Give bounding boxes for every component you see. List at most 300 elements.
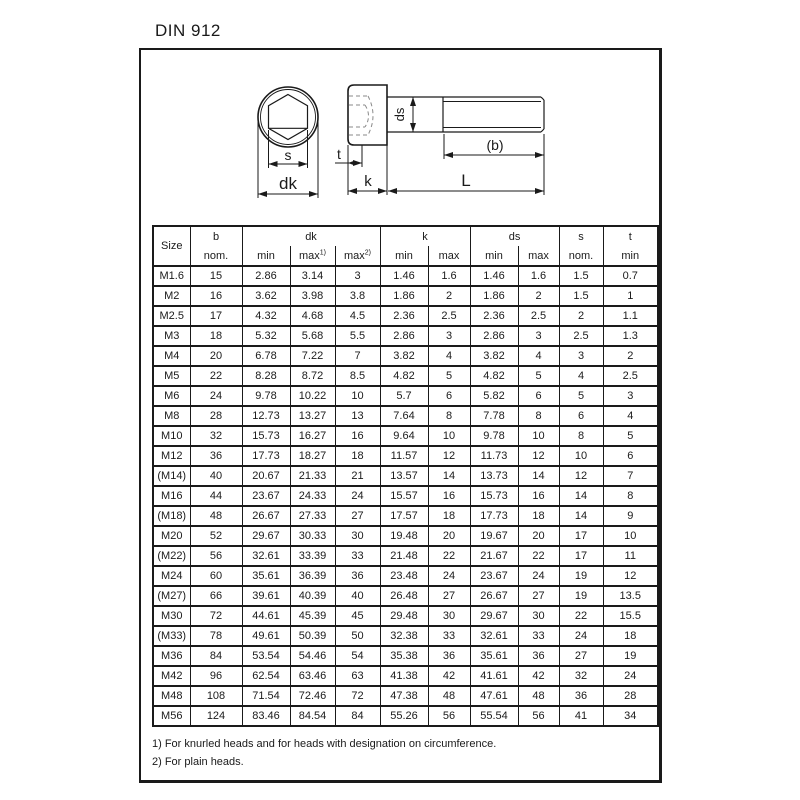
- table-cell: 12: [518, 446, 559, 466]
- table-cell: 52: [190, 526, 242, 546]
- table-cell: 4: [518, 346, 559, 366]
- table-cell: 83.46: [242, 706, 290, 726]
- table-cell: 27: [335, 506, 380, 526]
- table-cell: 8: [603, 486, 658, 506]
- table-cell: 5.82: [470, 386, 518, 406]
- table-cell: 71.54: [242, 686, 290, 706]
- table-cell: (M27): [153, 586, 190, 606]
- table-row: [153, 706, 658, 726]
- table-cell: 8: [559, 426, 603, 446]
- table-cell: 56: [518, 706, 559, 726]
- table-cell: 36: [428, 646, 470, 666]
- table-cell: 36: [518, 646, 559, 666]
- table-cell: 2: [518, 286, 559, 306]
- table-cell: 24: [603, 666, 658, 686]
- table-cell: 1.5: [559, 266, 603, 286]
- table-cell: 60: [190, 566, 242, 586]
- table-cell: 40.39: [290, 586, 335, 606]
- table-cell: 45: [335, 606, 380, 626]
- dimension-label-dk: dk: [279, 174, 297, 193]
- hidden-socket-lines: [349, 96, 373, 135]
- table-cell: M2.5: [153, 306, 190, 326]
- table-row: [153, 586, 658, 606]
- table-cell: 7.78: [470, 406, 518, 426]
- table-cell: 11: [603, 546, 658, 566]
- table-cell: M20: [153, 526, 190, 546]
- table-cell: M8: [153, 406, 190, 426]
- table-cell: 8: [518, 406, 559, 426]
- table-cell: 24: [428, 566, 470, 586]
- table-cell: 4.32: [242, 306, 290, 326]
- table-cell: 28: [603, 686, 658, 706]
- table-cell: M4: [153, 346, 190, 366]
- table-cell: 9.64: [380, 426, 428, 446]
- table-cell: 6: [559, 406, 603, 426]
- table-cell: M16: [153, 486, 190, 506]
- table-cell: 56: [428, 706, 470, 726]
- table-cell: 20.67: [242, 466, 290, 486]
- table-cell: 23.67: [470, 566, 518, 586]
- table-cell: 17: [190, 306, 242, 326]
- table-cell: 2.5: [603, 366, 658, 386]
- table-cell: 3.82: [380, 346, 428, 366]
- header-k-min: min: [380, 246, 428, 266]
- table-cell: 48: [190, 506, 242, 526]
- table-cell: M6: [153, 386, 190, 406]
- table-cell: 2: [428, 286, 470, 306]
- header-label: max: [298, 249, 320, 262]
- table-cell: 19: [559, 566, 603, 586]
- table-cell: 20: [190, 346, 242, 366]
- table-row: [153, 346, 658, 366]
- table-cell: 6.78: [242, 346, 290, 366]
- table-cell: 14: [428, 466, 470, 486]
- table-cell: 4.68: [290, 306, 335, 326]
- table-cell: 7.64: [380, 406, 428, 426]
- header-k: k: [380, 226, 470, 246]
- header-s: s: [559, 226, 603, 246]
- table-cell: 16.27: [290, 426, 335, 446]
- table-cell: 84.54: [290, 706, 335, 726]
- table-cell: 18: [603, 626, 658, 646]
- table-cell: 3.8: [335, 286, 380, 306]
- dimension-label-b: (b): [486, 137, 504, 153]
- table-cell: 30.33: [290, 526, 335, 546]
- table-cell: 13.57: [380, 466, 428, 486]
- table-cell: M48: [153, 686, 190, 706]
- table-cell: M10: [153, 426, 190, 446]
- side-view: [335, 85, 544, 195]
- footnote-2: 2) For plain heads.: [152, 756, 244, 768]
- table-cell: 29.67: [470, 606, 518, 626]
- table-cell: 72: [335, 686, 380, 706]
- table-row: [153, 366, 658, 386]
- table-cell: 16: [428, 486, 470, 506]
- table-cell: 2: [603, 346, 658, 366]
- table-cell: 35.38: [380, 646, 428, 666]
- footnote-1: 1) For knurled heads and for heads with designation on circumference.: [152, 738, 497, 750]
- technical-drawing: [141, 50, 659, 222]
- table-row: [153, 666, 658, 686]
- header-k-max: max: [428, 246, 470, 266]
- table-cell: 47.61: [470, 686, 518, 706]
- table-cell: 28: [190, 406, 242, 426]
- table-cell: (M14): [153, 466, 190, 486]
- table-cell: 22: [559, 606, 603, 626]
- table-cell: 1.46: [380, 266, 428, 286]
- table-cell: 15.73: [470, 486, 518, 506]
- header-ds-min: min: [470, 246, 518, 266]
- table-cell: 96: [190, 666, 242, 686]
- header-ds: ds: [470, 226, 559, 246]
- table-cell: 24: [518, 566, 559, 586]
- table-cell: 10: [518, 426, 559, 446]
- table-cell: 2.36: [380, 306, 428, 326]
- threaded-section: [443, 97, 544, 132]
- table-cell: 4.82: [470, 366, 518, 386]
- table-cell: 30: [518, 606, 559, 626]
- table-cell: 49.61: [242, 626, 290, 646]
- table-cell: 32: [190, 426, 242, 446]
- table-cell: 1.46: [470, 266, 518, 286]
- table-cell: 3.62: [242, 286, 290, 306]
- table-cell: 19: [559, 586, 603, 606]
- table-cell: 53.54: [242, 646, 290, 666]
- table-cell: 35.61: [242, 566, 290, 586]
- table-cell: 11.73: [470, 446, 518, 466]
- header-b: b: [190, 226, 242, 246]
- table-cell: 66: [190, 586, 242, 606]
- table-cell: 2.5: [518, 306, 559, 326]
- header-dk-max2: [335, 246, 380, 266]
- table-cell: 2.86: [242, 266, 290, 286]
- table-cell: 62.54: [242, 666, 290, 686]
- table-cell: M36: [153, 646, 190, 666]
- table-cell: 54: [335, 646, 380, 666]
- table-cell: 33: [428, 626, 470, 646]
- table-cell: 44: [190, 486, 242, 506]
- table-cell: 72.46: [290, 686, 335, 706]
- table-cell: 36: [335, 566, 380, 586]
- table-cell: 13.73: [470, 466, 518, 486]
- table-cell: 21.67: [470, 546, 518, 566]
- table-row: [153, 686, 658, 706]
- table-cell: 27: [518, 586, 559, 606]
- table-cell: 3: [603, 386, 658, 406]
- table-cell: 10: [428, 426, 470, 446]
- table-cell: 44.61: [242, 606, 290, 626]
- table-row: [153, 466, 658, 486]
- table-cell: 3.98: [290, 286, 335, 306]
- table-cell: 3.14: [290, 266, 335, 286]
- table-cell: 22: [428, 546, 470, 566]
- table-cell: 18.27: [290, 446, 335, 466]
- table-cell: 41.38: [380, 666, 428, 686]
- table-cell: 19: [603, 646, 658, 666]
- table-cell: 35.61: [470, 646, 518, 666]
- table-cell: 7.22: [290, 346, 335, 366]
- table-cell: M12: [153, 446, 190, 466]
- table-row: [153, 406, 658, 426]
- table-row: [153, 446, 658, 466]
- table-cell: M24: [153, 566, 190, 586]
- table-cell: 8: [428, 406, 470, 426]
- table-cell: 32.38: [380, 626, 428, 646]
- table-cell: 10.22: [290, 386, 335, 406]
- table-cell: (M22): [153, 546, 190, 566]
- table-cell: 15.57: [380, 486, 428, 506]
- table-cell: 33.39: [290, 546, 335, 566]
- table-cell: M56: [153, 706, 190, 726]
- table-cell: 42: [428, 666, 470, 686]
- table-cell: 10: [335, 386, 380, 406]
- table-cell: 5: [603, 426, 658, 446]
- table-cell: 21.33: [290, 466, 335, 486]
- table-cell: 10: [559, 446, 603, 466]
- table-cell: 2.86: [470, 326, 518, 346]
- table-cell: 32.61: [470, 626, 518, 646]
- table-cell: 4: [603, 406, 658, 426]
- table-cell: 45.39: [290, 606, 335, 626]
- table-row: [153, 326, 658, 346]
- table-cell: 14: [518, 466, 559, 486]
- table-cell: 6: [518, 386, 559, 406]
- table-row: [153, 486, 658, 506]
- table-cell: 16: [190, 286, 242, 306]
- table-cell: 1: [603, 286, 658, 306]
- table-cell: 1.6: [428, 266, 470, 286]
- table-cell: 3: [428, 326, 470, 346]
- table-header-groups-row: [153, 226, 658, 246]
- header-dk-min: min: [242, 246, 290, 266]
- table-cell: 27: [428, 586, 470, 606]
- table-cell: (M18): [153, 506, 190, 526]
- table-cell: 55.54: [470, 706, 518, 726]
- table-cell: 17: [559, 526, 603, 546]
- table-cell: 5.68: [290, 326, 335, 346]
- table-cell: 36.39: [290, 566, 335, 586]
- table-row: [153, 526, 658, 546]
- table-cell: 9.78: [242, 386, 290, 406]
- header-dk: dk: [242, 226, 380, 246]
- table-cell: 3: [518, 326, 559, 346]
- table-cell: M1.6: [153, 266, 190, 286]
- table-cell: 6: [603, 446, 658, 466]
- table-cell: 48: [428, 686, 470, 706]
- table-cell: 33: [335, 546, 380, 566]
- table-cell: 4: [559, 366, 603, 386]
- table-cell: 12: [559, 466, 603, 486]
- table-cell: 9.78: [470, 426, 518, 446]
- table-cell: 17: [559, 546, 603, 566]
- table-row: [153, 626, 658, 646]
- table-cell: 13: [335, 406, 380, 426]
- table-cell: M3: [153, 326, 190, 346]
- table-cell: M30: [153, 606, 190, 626]
- table-cell: 5: [559, 386, 603, 406]
- table-cell: 10: [603, 526, 658, 546]
- table-cell: 13.27: [290, 406, 335, 426]
- table-cell: M2: [153, 286, 190, 306]
- table-cell: 54.46: [290, 646, 335, 666]
- content-frame: [139, 48, 662, 783]
- table-row: [153, 546, 658, 566]
- table-cell: 41: [559, 706, 603, 726]
- table-cell: 22: [190, 366, 242, 386]
- table-cell: 8.72: [290, 366, 335, 386]
- table-cell: 40: [190, 466, 242, 486]
- table-cell: 48: [518, 686, 559, 706]
- table-cell: 2.86: [380, 326, 428, 346]
- dimension-label-ds: ds: [392, 107, 407, 122]
- table-cell: (M33): [153, 626, 190, 646]
- table-cell: 55.26: [380, 706, 428, 726]
- table-cell: 8.28: [242, 366, 290, 386]
- table-cell: 4: [428, 346, 470, 366]
- header-ds-max: max: [518, 246, 559, 266]
- table-cell: 24.33: [290, 486, 335, 506]
- table-cell: 40: [335, 586, 380, 606]
- table-cell: 18: [518, 506, 559, 526]
- table-cell: 5.7: [380, 386, 428, 406]
- table-cell: 5: [428, 366, 470, 386]
- table-cell: 3: [559, 346, 603, 366]
- table-cell: 72: [190, 606, 242, 626]
- table-cell: 16: [518, 486, 559, 506]
- table-cell: 78: [190, 626, 242, 646]
- table-cell: 5.32: [242, 326, 290, 346]
- header-label: max: [344, 249, 365, 262]
- table-cell: 36: [190, 446, 242, 466]
- table-cell: 8.5: [335, 366, 380, 386]
- table-cell: 1.86: [380, 286, 428, 306]
- footnote-ref-1: 1): [319, 248, 326, 256]
- table-cell: M5: [153, 366, 190, 386]
- hex-socket: [269, 95, 308, 140]
- table-cell: 5.5: [335, 326, 380, 346]
- table-cell: 20: [428, 526, 470, 546]
- table-cell: 47.38: [380, 686, 428, 706]
- table-cell: 26.67: [470, 586, 518, 606]
- table-cell: 14: [559, 506, 603, 526]
- table-cell: 12: [603, 566, 658, 586]
- table-cell: 1.6: [518, 266, 559, 286]
- table-cell: 15: [190, 266, 242, 286]
- table-cell: 9: [603, 506, 658, 526]
- table-cell: 84: [190, 646, 242, 666]
- table-cell: 42: [518, 666, 559, 686]
- table-cell: 2: [559, 306, 603, 326]
- table-cell: 23.67: [242, 486, 290, 506]
- table-cell: 1.1: [603, 306, 658, 326]
- table-cell: 12: [428, 446, 470, 466]
- table-cell: 1.86: [470, 286, 518, 306]
- table-cell: 24: [190, 386, 242, 406]
- table-cell: 18: [428, 506, 470, 526]
- table-cell: 39.61: [242, 586, 290, 606]
- table-cell: 18: [335, 446, 380, 466]
- table-cell: 17.73: [470, 506, 518, 526]
- table-cell: 36: [559, 686, 603, 706]
- head-outer-circle: [258, 87, 318, 147]
- table-row: [153, 426, 658, 446]
- table-cell: 33: [518, 626, 559, 646]
- table-cell: 3.82: [470, 346, 518, 366]
- footnote-ref-2: 2): [364, 248, 372, 256]
- table-cell: 21.48: [380, 546, 428, 566]
- table-cell: 3: [335, 266, 380, 286]
- table-cell: 63.46: [290, 666, 335, 686]
- table-cell: 21: [335, 466, 380, 486]
- table-cell: 14: [559, 486, 603, 506]
- table-cell: 124: [190, 706, 242, 726]
- table-cell: 41.61: [470, 666, 518, 686]
- table-cell: M42: [153, 666, 190, 686]
- table-body: [153, 266, 658, 726]
- table-cell: 5: [518, 366, 559, 386]
- table-row: [153, 506, 658, 526]
- table-cell: 1.3: [603, 326, 658, 346]
- table-cell: 7: [335, 346, 380, 366]
- header-t: t: [603, 226, 658, 246]
- table-cell: 2.36: [470, 306, 518, 326]
- table-cell: 24: [335, 486, 380, 506]
- table-row: [153, 646, 658, 666]
- table-row: [153, 566, 658, 586]
- table-cell: 7: [603, 466, 658, 486]
- dimension-label-L: L: [461, 171, 471, 190]
- header-s-nom: nom.: [559, 246, 603, 266]
- table-cell: 17.57: [380, 506, 428, 526]
- table-cell: 63: [335, 666, 380, 686]
- table-cell: 2.5: [428, 306, 470, 326]
- table-cell: 0.7: [603, 266, 658, 286]
- table-cell: 15.73: [242, 426, 290, 446]
- table-row: [153, 286, 658, 306]
- table-cell: 2.5: [559, 326, 603, 346]
- table-cell: 12.73: [242, 406, 290, 426]
- table-row: [153, 266, 658, 286]
- table-cell: 17.73: [242, 446, 290, 466]
- table-cell: 4.5: [335, 306, 380, 326]
- table-cell: 26.67: [242, 506, 290, 526]
- table-cell: 32: [559, 666, 603, 686]
- dimension-label-s: s: [284, 147, 292, 163]
- table-cell: 50.39: [290, 626, 335, 646]
- table-cell: 24: [559, 626, 603, 646]
- table-cell: 6: [428, 386, 470, 406]
- table-header-subs-row: [153, 246, 658, 266]
- table-cell: 27: [559, 646, 603, 666]
- header-dk-max1: [290, 246, 335, 266]
- dimension-table: [152, 225, 659, 727]
- table-cell: 13.5: [603, 586, 658, 606]
- footnotes: [152, 735, 496, 771]
- table-cell: 27.33: [290, 506, 335, 526]
- table-cell: 22: [518, 546, 559, 566]
- table-cell: 26.48: [380, 586, 428, 606]
- dimension-label-k: k: [364, 173, 372, 190]
- table-cell: 34: [603, 706, 658, 726]
- table-row: [153, 386, 658, 406]
- header-size: Size: [153, 226, 190, 266]
- table-row: [153, 606, 658, 626]
- table-cell: 29.67: [242, 526, 290, 546]
- table-cell: 19.48: [380, 526, 428, 546]
- header-b-nom: nom.: [190, 246, 242, 266]
- table-cell: 56: [190, 546, 242, 566]
- table-cell: 11.57: [380, 446, 428, 466]
